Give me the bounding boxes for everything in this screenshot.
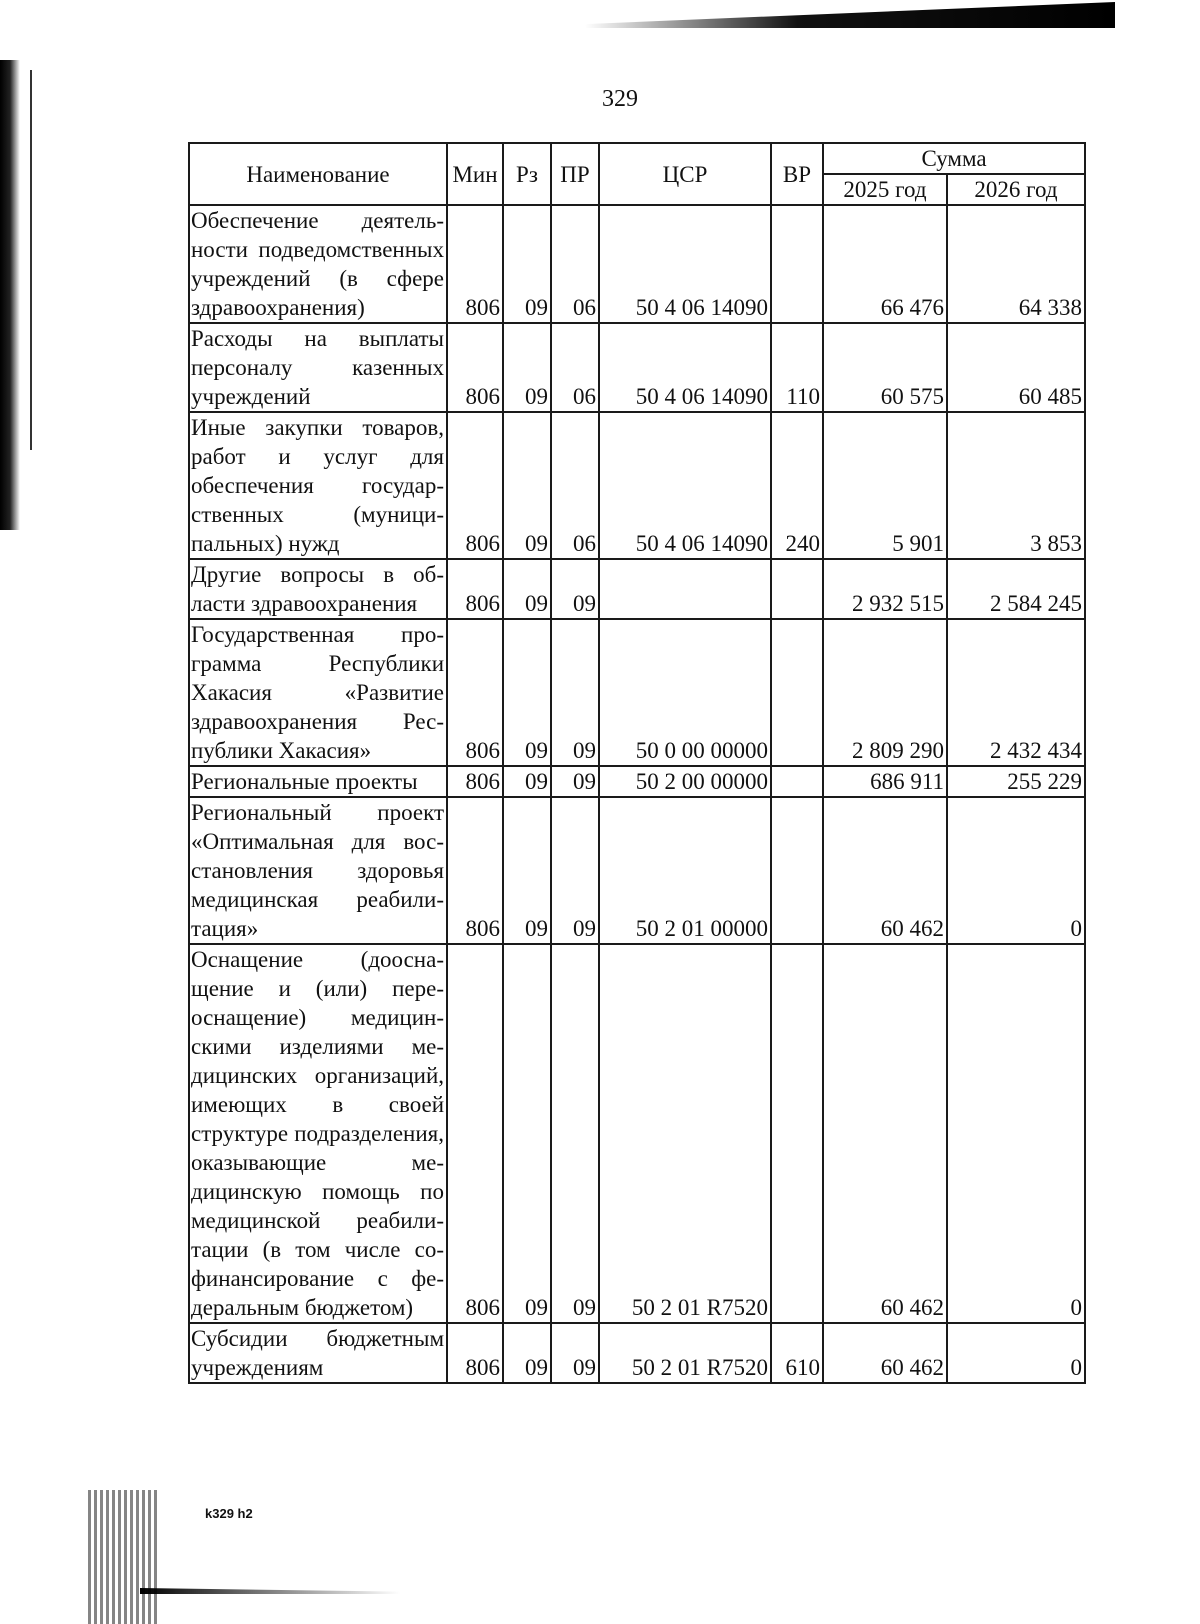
table-row <box>189 944 1085 1323</box>
cell-vr: 610 <box>771 1323 823 1383</box>
cell-vr <box>771 559 823 619</box>
table-row <box>189 205 1085 323</box>
cell-amount-2026: 255 229 <box>947 766 1085 797</box>
table-row <box>189 412 1085 559</box>
cell-amount-2026: 0 <box>947 797 1085 944</box>
cell-amount-2026: 2 584 245 <box>947 559 1085 619</box>
cell-min: 806 <box>447 412 503 559</box>
cell-csr: 50 2 01 00000 <box>599 797 771 944</box>
cell-name: Региональные проекты <box>189 766 447 797</box>
cell-csr: 50 4 06 14090 <box>599 205 771 323</box>
cell-pr: 09 <box>551 559 599 619</box>
cell-amount-2026: 0 <box>947 1323 1085 1383</box>
cell-amount-2026: 2 432 434 <box>947 619 1085 766</box>
header-sum: Сумма <box>823 143 1085 174</box>
cell-csr: 50 2 00 00000 <box>599 766 771 797</box>
cell-name: Региональный проект «Оптимальная для восстановления здоровья медицинская реабилитация» <box>189 797 447 944</box>
cell-pr: 09 <box>551 1323 599 1383</box>
cell-rz: 09 <box>503 323 551 412</box>
cell-amount-2025: 2 809 290 <box>823 619 947 766</box>
cell-rz: 09 <box>503 412 551 559</box>
cell-pr: 09 <box>551 944 599 1323</box>
cell-amount-2025: 2 932 515 <box>823 559 947 619</box>
scan-line-left <box>30 70 32 450</box>
scan-edge-bottom <box>140 1588 400 1594</box>
cell-name: Расходы на выплаты персоналу казенных учреждений <box>189 323 447 412</box>
cell-csr: 50 0 00 00000 <box>599 619 771 766</box>
cell-amount-2026: 0 <box>947 944 1085 1323</box>
cell-min: 806 <box>447 944 503 1323</box>
cell-csr: 50 2 01 R7520 <box>599 944 771 1323</box>
cell-pr: 09 <box>551 797 599 944</box>
cell-rz: 09 <box>503 1323 551 1383</box>
cell-rz: 09 <box>503 559 551 619</box>
table-body <box>189 205 1085 1383</box>
cell-min: 806 <box>447 619 503 766</box>
scan-noise-bottom <box>88 1490 158 1624</box>
cell-pr: 06 <box>551 205 599 323</box>
cell-pr: 09 <box>551 619 599 766</box>
cell-min: 806 <box>447 766 503 797</box>
cell-csr <box>599 559 771 619</box>
table-row <box>189 559 1085 619</box>
header-year-2025: 2025 год <box>823 174 947 205</box>
cell-vr: 110 <box>771 323 823 412</box>
header-min: Мин <box>447 143 503 205</box>
cell-name: Иные закупки товаров, работ и услуг для обеспечения государственных (муниципальных) нужд <box>189 412 447 559</box>
cell-csr: 50 2 01 R7520 <box>599 1323 771 1383</box>
cell-name: Оснащение (дооснащение и (или) переоснащение) медицинскими изделиями медицинских организаций, имеющих в своей структуре подразделения, оказывающие медицинскую помощь по медицинской реабилитации (в том числе софинансирование с федеральным бюджетом) <box>189 944 447 1323</box>
cell-amount-2025: 5 901 <box>823 412 947 559</box>
budget-table <box>188 142 1086 1384</box>
cell-rz: 09 <box>503 797 551 944</box>
cell-name: Субсидии бюджетным учреждениям <box>189 1323 447 1383</box>
cell-amount-2025: 686 911 <box>823 766 947 797</box>
cell-rz: 09 <box>503 205 551 323</box>
cell-vr <box>771 766 823 797</box>
cell-amount-2026: 64 338 <box>947 205 1085 323</box>
cell-vr <box>771 205 823 323</box>
cell-name: Обеспечение деятельности подведомственных учреждений (в сфере здравоохранения) <box>189 205 447 323</box>
cell-rz: 09 <box>503 766 551 797</box>
cell-vr <box>771 619 823 766</box>
table-header <box>189 143 1085 205</box>
table-row <box>189 797 1085 944</box>
cell-amount-2026: 60 485 <box>947 323 1085 412</box>
header-vr: ВР <box>771 143 823 205</box>
header-name: Наименование <box>189 143 447 205</box>
cell-csr: 50 4 06 14090 <box>599 412 771 559</box>
cell-vr <box>771 797 823 944</box>
table-row <box>189 323 1085 412</box>
scan-edge-left <box>0 60 20 530</box>
cell-pr: 06 <box>551 412 599 559</box>
table-row <box>189 619 1085 766</box>
cell-min: 806 <box>447 1323 503 1383</box>
cell-csr: 50 4 06 14090 <box>599 323 771 412</box>
page-number: 329 <box>602 86 638 112</box>
cell-amount-2025: 66 476 <box>823 205 947 323</box>
cell-amount-2025: 60 462 <box>823 797 947 944</box>
cell-pr: 06 <box>551 323 599 412</box>
cell-amount-2025: 60 462 <box>823 1323 947 1383</box>
scan-edge-top <box>585 2 1115 28</box>
cell-name: Другие вопросы в области здравоохранения <box>189 559 447 619</box>
cell-min: 806 <box>447 323 503 412</box>
cell-rz: 09 <box>503 619 551 766</box>
cell-pr: 09 <box>551 766 599 797</box>
cell-vr <box>771 944 823 1323</box>
cell-min: 806 <box>447 205 503 323</box>
table-row <box>189 766 1085 797</box>
header-rz: Рз <box>503 143 551 205</box>
cell-amount-2025: 60 462 <box>823 944 947 1323</box>
cell-amount-2025: 60 575 <box>823 323 947 412</box>
cell-rz: 09 <box>503 944 551 1323</box>
footer-code: k329 h2 <box>205 1506 253 1521</box>
header-csr: ЦСР <box>599 143 771 205</box>
cell-vr: 240 <box>771 412 823 559</box>
cell-amount-2026: 3 853 <box>947 412 1085 559</box>
cell-min: 806 <box>447 559 503 619</box>
cell-name: Государственная программа Республики Хакасия «Развитие здравоохранения Республики Хакасия» <box>189 619 447 766</box>
header-pr: ПР <box>551 143 599 205</box>
header-year-2026: 2026 год <box>947 174 1085 205</box>
cell-min: 806 <box>447 797 503 944</box>
table-row <box>189 1323 1085 1383</box>
